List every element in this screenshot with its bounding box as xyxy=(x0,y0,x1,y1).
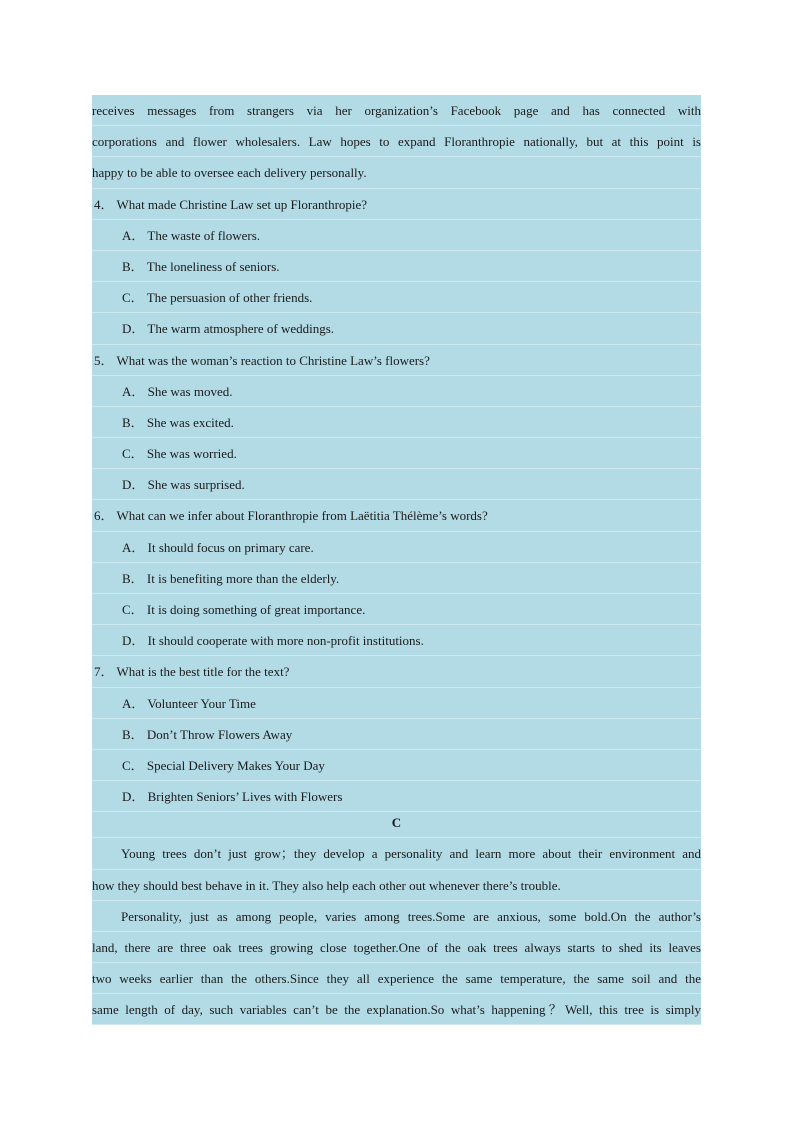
option-4c xyxy=(92,282,701,313)
question-text: What can we infer about Floranthropie from Laëtitia Thélème’s words? xyxy=(116,508,488,524)
option-label: D． xyxy=(122,633,145,649)
question-text: What was the woman’s reaction to Christine Law’s flowers? xyxy=(116,352,430,368)
option-text: Don’t Throw Flowers Away xyxy=(146,726,293,742)
option-4d xyxy=(92,313,701,344)
option-label: B． xyxy=(122,726,144,742)
question-text: What made Christine Law set up Floranthropie? xyxy=(116,196,368,212)
option-label: B． xyxy=(122,258,144,274)
option-7a xyxy=(92,688,701,719)
question-number: 4． xyxy=(94,196,114,212)
option-text: The persuasion of other friends. xyxy=(146,290,313,306)
option-6b xyxy=(92,563,701,594)
question-4 xyxy=(92,189,701,220)
option-label: A． xyxy=(122,227,145,243)
option-text: The warm atmosphere of weddings. xyxy=(147,321,335,337)
passage-line: same length of day, such variables can’t be the explanation.So what’s happening？Well, this tree is simply xyxy=(92,994,701,1025)
option-text: She was worried. xyxy=(146,446,237,462)
option-text: It should focus on primary care. xyxy=(147,539,314,555)
option-6c xyxy=(92,594,701,625)
option-label: D． xyxy=(122,477,145,493)
option-7d xyxy=(92,781,701,812)
question-number: 7． xyxy=(94,664,114,680)
option-text: It should cooperate with more non-profit institutions. xyxy=(147,633,424,649)
option-label: A． xyxy=(122,695,145,711)
option-text: She was excited. xyxy=(146,414,234,430)
question-number: 6． xyxy=(94,508,114,524)
option-text: Volunteer Your Time xyxy=(147,695,256,711)
passage-line: receives messages from strangers via her organization’s Facebook page and has connected with xyxy=(92,95,701,126)
option-text: The loneliness of seniors. xyxy=(146,258,280,274)
option-text: Special Delivery Makes Your Day xyxy=(146,757,325,773)
passage-line: how they should best behave in it. They also help each other out whenever there’s trouble. xyxy=(92,870,701,901)
passage-line: corporations and flower wholesalers. Law hopes to expand Floranthropie nationally, but at this point is xyxy=(92,126,701,157)
section-heading: C xyxy=(92,812,701,838)
question-text: What is the best title for the text? xyxy=(116,664,290,680)
option-text: It is doing something of great importance. xyxy=(146,602,366,617)
option-label: C． xyxy=(122,446,144,462)
passage-line: Personality, just as among people, varies among trees.Some are anxious, some bold.On the author’s xyxy=(92,901,701,932)
option-text: Brighten Seniors’ Lives with Flowers xyxy=(147,789,343,805)
passage-line: Young trees don’t just grow；they develop a personality and learn more about their environment and xyxy=(92,838,701,869)
option-4a xyxy=(92,220,701,251)
option-text: She was moved. xyxy=(147,383,233,399)
passage-line: land, there are three oak trees growing close together.One of the oak trees always starts to shed its leaves xyxy=(92,932,701,963)
option-label: D． xyxy=(122,789,145,805)
option-5c xyxy=(92,438,701,469)
option-text: The waste of flowers. xyxy=(147,227,261,243)
option-label: A． xyxy=(122,539,145,555)
option-7b xyxy=(92,719,701,750)
option-5d xyxy=(92,469,701,500)
question-number: 5． xyxy=(94,352,114,368)
option-7c xyxy=(92,750,701,781)
option-5a xyxy=(92,376,701,407)
option-6d xyxy=(92,625,701,656)
option-label: B． xyxy=(122,414,144,430)
option-label: C． xyxy=(122,602,144,617)
option-text: It is benefiting more than the elderly. xyxy=(146,570,340,586)
option-6a xyxy=(92,532,701,563)
passage-line: happy to be able to oversee each delivery personally. xyxy=(92,157,701,188)
passage-line: two weeks earlier than the others.Since they all experience the same temperature, the same soil and the xyxy=(92,963,701,994)
option-label: D． xyxy=(122,321,145,337)
option-label: A． xyxy=(122,383,145,399)
option-label: C． xyxy=(122,757,144,773)
question-5 xyxy=(92,345,701,376)
option-label: C． xyxy=(122,290,144,306)
option-5b xyxy=(92,407,701,438)
document-content xyxy=(92,95,701,1025)
option-text: She was surprised. xyxy=(147,477,245,493)
option-label: B． xyxy=(122,570,144,586)
question-7 xyxy=(92,656,701,687)
question-6 xyxy=(92,500,701,531)
option-4b xyxy=(92,251,701,282)
